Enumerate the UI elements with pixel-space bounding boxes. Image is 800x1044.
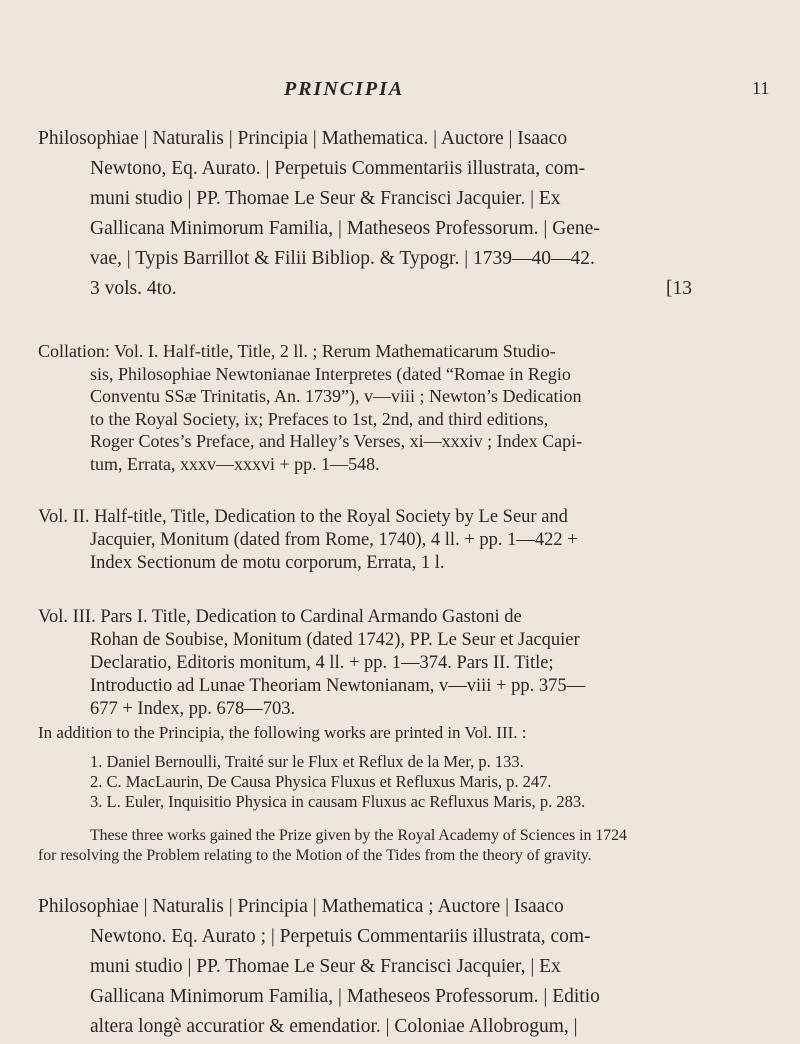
work-item: 2. C. MacLaurin, De Causa Physica Fluxus et Refluxus Maris, p. 247. [90,772,552,791]
entry-line: vae, | Typis Barrillot & Filii Bibliop. & Typogr. | 1739—40—42. [90,248,595,269]
vol-line: Introductio ad Lunae Theoriam Newtonianam, v—viii + pp. 375— [90,676,586,696]
entry-line [38,274,770,304]
bibliographic-entry-1 [38,124,770,304]
page-header [0,78,800,108]
entry-line: Philosophiae | Naturalis | Principia | Mathematica ; Auctore | Isaaco [38,896,564,917]
page-number: 11 [752,78,770,98]
format-text: 3 vols. 4to. [90,278,177,299]
vol-line: Vol. II. Half-title, Title, Dedication to the Royal Society by Le Seur and [38,507,568,527]
additional-works-list [38,752,770,812]
entry-line: muni studio | PP. Thomae Le Seur & Francisci Jacquier. | Ex [90,188,561,209]
entry-line: Gallicana Minimorum Familia, | Matheseos Professorum. | Gene- [90,218,600,239]
work-item: 1. Daniel Bernoulli, Traité sur le Flux et Reflux de la Mer, p. 133. [90,752,524,771]
entry-line: Newtono, Eq. Aurato. | Perpetuis Commentariis illustrata, com- [90,158,586,179]
entry-line: Gallicana Minimorum Familia, | Matheseos Professorum. | Editio [90,986,600,1007]
vol-line: Vol. III. Pars I. Title, Dedication to Cardinal Armando Gastoni de [38,607,522,627]
vol-line: Declaratio, Editoris monitum, 4 ll. + pp. 1—374. Pars II. Title; [90,653,554,673]
collation-vol3 [38,606,770,744]
vol-line: Jacquier, Monitum (dated from Rome, 1740), 4 ll. + pp. 1—422 + [90,530,578,550]
collation-line: to the Royal Society, ix; Prefaces to 1st, 2nd, and third editions, [90,408,549,429]
vol-line: Rohan de Soubise, Monitum (dated 1742), PP. Le Seur et Jacquier [90,630,580,650]
collation-vol1 [38,340,770,475]
collation-line: tum, Errata, xxxv—xxxvi + pp. 1—548. [90,453,380,474]
vol-line: Index Sectionum de motu corporum, Errata, 1 l. [90,553,445,573]
entry-line: Philosophiae | Naturalis | Principia | Mathematica. | Auctore | Isaaco [38,128,568,149]
collation-vol2 [38,506,770,575]
entry-line: muni studio | PP. Thomae Le Seur & Francisci Jacquier, | Ex [90,956,561,977]
prize-note [38,826,770,866]
note-line: These three works gained the Prize given by the Royal Academy of Sciences in 1724 [90,827,627,844]
collation-line: Conventu SSæ Trinitatis, An. 1739”), v—viii ; Newton’s Dedication [90,386,582,406]
running-head: PRINCIPIA [284,78,405,100]
bibliographic-entry-2 [38,892,770,1042]
collation-line: Roger Cotes’s Preface, and Halley’s Verses, xi—xxxiv ; Index Capi- [90,431,583,451]
collation-line: Collation: Vol. I. Half-title, Title, 2 ll. ; Rerum Mathematicarum Studio- [38,341,556,361]
vol-line: 677 + Index, pp. 678—703. [90,699,296,719]
entry-line: altera longè accuratior & emendatior. | Coloniae Allobrogum, | [90,1016,578,1037]
note-line: for resolving the Problem relating to the Motion of the Tides from the theory of gravity. [38,847,592,864]
work-item: 3. L. Euler, Inquisitio Physica in causam Fluxus ac Refluxus Maris, p. 283. [90,792,586,811]
entry-line: Newtono. Eq. Aurato ; | Perpetuis Commentariis illustrata, com- [90,926,591,947]
vol-line: In addition to the Principia, the following works are printed in Vol. III. : [38,723,527,742]
collation-line: sis, Philosophiae Newtonianae Interpretes (dated “Romae in Regio [90,363,571,384]
entry-number: [13 [666,278,692,299]
